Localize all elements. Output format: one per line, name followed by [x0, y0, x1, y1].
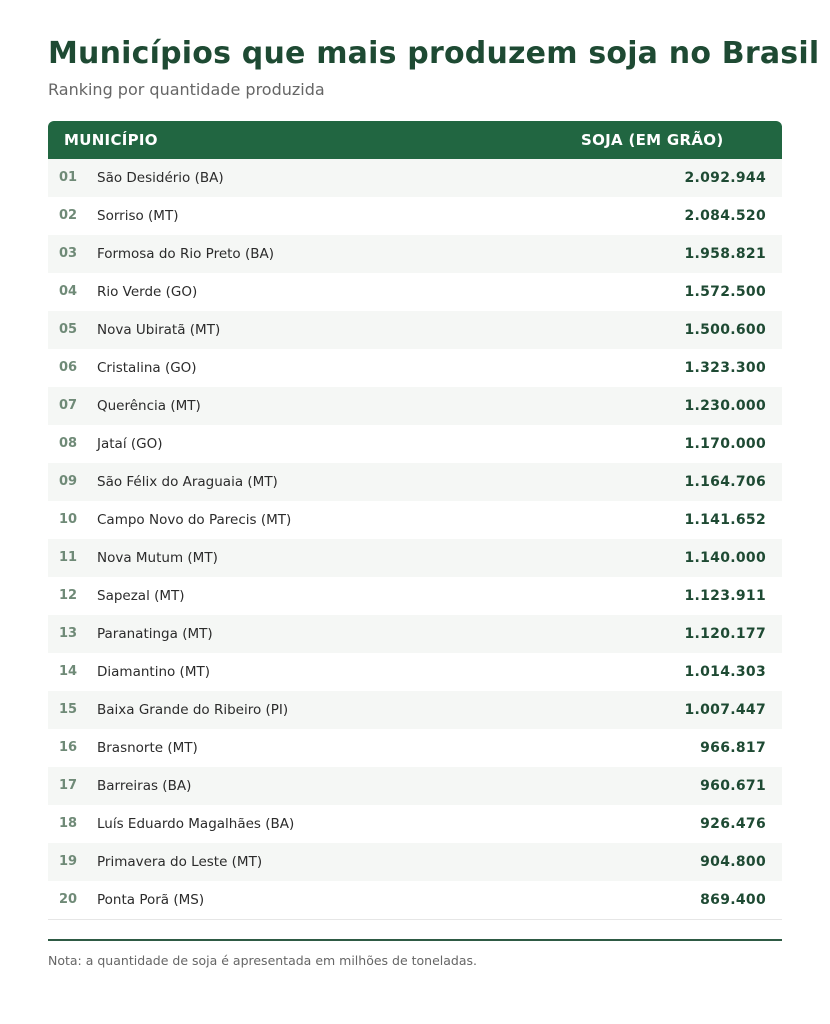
municipio-name: Formosa do Rio Preto (BA) [97, 246, 275, 262]
column-header-municipio: MUNICÍPIO [64, 131, 158, 149]
soja-value: 1.140.000 [684, 550, 766, 566]
municipio-name: Barreiras (BA) [97, 778, 192, 794]
soja-value: 1.164.706 [684, 474, 766, 490]
table-row [48, 273, 782, 311]
table-row [48, 691, 782, 729]
municipio-name: Campo Novo do Parecis (MT) [97, 512, 292, 528]
table-row [48, 653, 782, 691]
municipio-name: São Desidério (BA) [97, 170, 224, 186]
municipio-name: Paranatinga (MT) [97, 626, 213, 642]
soja-value: 2.092.944 [684, 170, 766, 186]
footer-divider [48, 939, 782, 941]
soja-value: 1.141.652 [684, 512, 766, 528]
table-row [48, 235, 782, 273]
soja-value: 1.230.000 [684, 398, 766, 414]
table-row [48, 501, 782, 539]
table-row [48, 615, 782, 653]
rank-number: 13 [59, 626, 78, 641]
soja-value: 1.958.821 [684, 246, 766, 262]
municipio-name: Sapezal (MT) [97, 588, 185, 604]
rank-number: 04 [59, 284, 78, 299]
rank-number: 09 [59, 474, 78, 489]
soja-value: 1.120.177 [684, 626, 766, 642]
table-row [48, 311, 782, 349]
soja-value: 1.123.911 [684, 588, 766, 604]
rank-number: 02 [59, 208, 78, 223]
municipio-name: Brasnorte (MT) [97, 740, 198, 756]
soja-value: 1.170.000 [684, 436, 766, 452]
soja-value: 1.572.500 [684, 284, 766, 300]
rank-number: 20 [59, 892, 78, 907]
rank-number: 10 [59, 512, 78, 527]
rank-number: 16 [59, 740, 78, 755]
table-row [48, 539, 782, 577]
municipio-name: São Félix do Araguaia (MT) [97, 474, 278, 490]
soja-value: 966.817 [700, 740, 766, 756]
rank-number: 06 [59, 360, 78, 375]
table-row [48, 349, 782, 387]
table-row [48, 387, 782, 425]
rank-number: 19 [59, 854, 78, 869]
column-header-soja: SOJA (EM GRÃO) [581, 131, 724, 149]
rank-number: 05 [59, 322, 78, 337]
soja-value: 1.500.600 [684, 322, 766, 338]
page-title: Municípios que mais produzem soja no Brasil [48, 36, 820, 71]
table-header [48, 121, 782, 159]
municipio-name: Querência (MT) [97, 398, 201, 414]
table-row [48, 767, 782, 805]
soja-value: 904.800 [700, 854, 766, 870]
municipio-name: Baixa Grande do Ribeiro (PI) [97, 702, 289, 718]
table-row [48, 843, 782, 881]
municipio-name: Diamantino (MT) [97, 664, 210, 680]
rank-number: 12 [59, 588, 78, 603]
municipio-name: Nova Ubiratã (MT) [97, 322, 221, 338]
table-row [48, 425, 782, 463]
municipio-name: Jataí (GO) [97, 436, 163, 452]
table-row [48, 881, 782, 919]
municipio-name: Rio Verde (GO) [97, 284, 198, 300]
rank-number: 15 [59, 702, 78, 717]
soja-value: 926.476 [700, 816, 766, 832]
rank-number: 11 [59, 550, 78, 565]
rank-number: 08 [59, 436, 78, 451]
soja-value: 869.400 [700, 892, 766, 908]
rank-number: 17 [59, 778, 78, 793]
table-row [48, 159, 782, 197]
ranking-table [48, 121, 782, 920]
soja-value: 1.014.303 [684, 664, 766, 680]
rank-number: 07 [59, 398, 78, 413]
rank-number: 14 [59, 664, 78, 679]
table-row [48, 197, 782, 235]
table-row [48, 805, 782, 843]
table-row [48, 577, 782, 615]
municipio-name: Sorriso (MT) [97, 208, 179, 224]
table-body [48, 159, 782, 920]
soja-value: 2.084.520 [684, 208, 766, 224]
municipio-name: Primavera do Leste (MT) [97, 854, 263, 870]
rank-number: 18 [59, 816, 78, 831]
municipio-name: Cristalina (GO) [97, 360, 197, 376]
table-row [48, 729, 782, 767]
municipio-name: Luís Eduardo Magalhães (BA) [97, 816, 295, 832]
municipio-name: Nova Mutum (MT) [97, 550, 218, 566]
municipio-name: Ponta Porã (MS) [97, 892, 205, 908]
page-subtitle: Ranking por quantidade produzida [48, 80, 325, 99]
soja-value: 960.671 [700, 778, 766, 794]
footnote: Nota: a quantidade de soja é apresentada em milhões de toneladas. [48, 953, 477, 968]
rank-number: 03 [59, 246, 78, 261]
rank-number: 01 [59, 170, 78, 185]
table-row [48, 463, 782, 501]
soja-value: 1.323.300 [684, 360, 766, 376]
soja-value: 1.007.447 [684, 702, 766, 718]
